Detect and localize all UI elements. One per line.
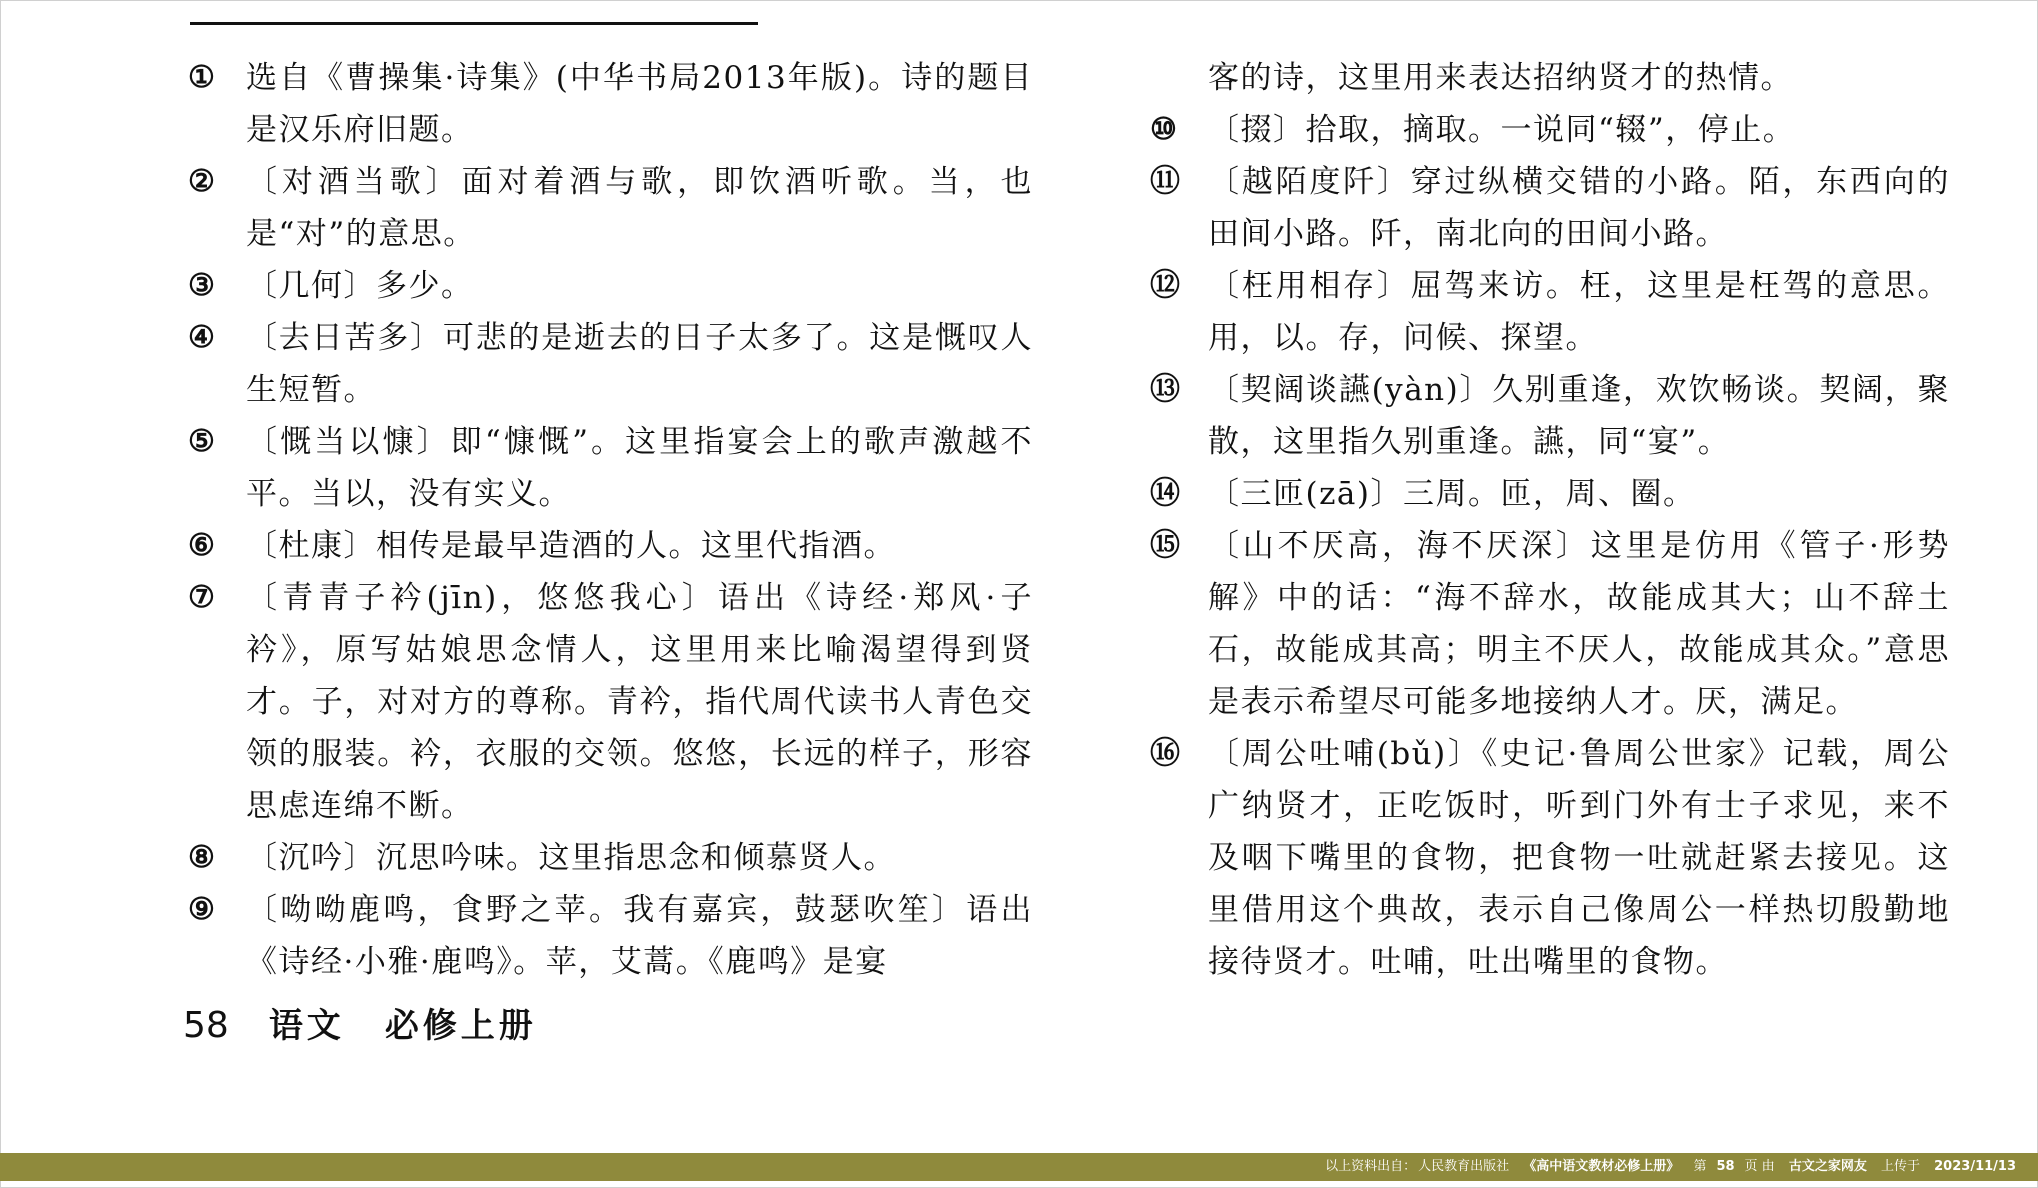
footnote-number: ⑧ [188,840,217,875]
footnote-number: ⑦ [188,580,217,615]
footnote-13 [1150,364,1950,468]
footnote-number: ③ [188,268,217,303]
footnote-number: ① [188,60,217,95]
footnote-9 [188,884,1033,988]
book-name: 语文 [268,1006,345,1046]
footnote-number: ⑫ [1150,268,1182,303]
footnote-text: 〔三匝(zā)〕三周。匝，周、圈。 [1208,476,1696,512]
source-attribution-bar [0,1153,2038,1181]
source-page-label: 第 [1693,1159,1707,1174]
source-prefix: 以上资料出自： [1325,1159,1417,1174]
footnote-number: ② [188,164,217,199]
footnote-number: ⑨ [188,892,217,927]
footnotes-left-column [188,52,1033,988]
footnote-text: 〔越陌度阡〕穿过纵横交错的小路。陌，东西向的田间小路。阡，南北向的田间小路。 [1208,164,1950,252]
footnote-text: 〔枉用相存〕屈驾来访。枉，这里是枉驾的意思。用，以。存，问候、探望。 [1208,268,1950,356]
footnote-text: 〔山不厌高，海不厌深〕这里是仿用《管子·形势解》中的话：“海不辞水，故能成其大；山不辞土石，故能成其高；明主不厌人，故能成其众。”意思是表示希望尽可能多地接纳人才。厌，满足。 [1208,528,1950,720]
footnote-10 [1150,104,1950,156]
source-uploaded-label: 上传于 [1880,1159,1920,1174]
footnote-number: ⑤ [188,424,217,459]
footnote-text: 〔周公吐哺(bǔ)〕《史记·鲁周公世家》记载，周公广纳贤才，正吃饭时，听到门外有士子求见，来不及咽下嘴里的食物，把食物一吐就赶紧去接见。这里借用这个典故，表示自己像周公一样热切殷勤地接待贤才。吐哺，吐出嘴里的食物。 [1208,736,1950,980]
source-page: 58 [1716,1159,1735,1174]
footnote-9-continuation: 客的诗，这里用来表达招纳贤才的热情。 [1208,60,1793,96]
footnote-14 [1150,468,1950,520]
footnote-16 [1150,728,1950,988]
footnote-2 [188,156,1033,260]
footnote-4 [188,312,1033,416]
footnote-7 [188,572,1033,832]
footnote-text: 〔去日苦多〕可悲的是逝去的日子太多了。这是慨叹人生短暂。 [246,320,1033,408]
footnote-15 [1150,520,1950,728]
footnote-text: 选自《曹操集·诗集》(中华书局2013年版)。诗的题目是汉乐府旧题。 [246,60,1033,148]
page-number: 58 [183,1005,229,1046]
footnote-number: ⑥ [188,528,217,563]
footnotes-right-column [1150,52,1950,988]
footnote-8 [188,832,1033,884]
footnote-text: 〔契阔谈讌(yàn)〕久别重逢，欢饮畅谈。契阔，聚散，这里指久别重逢。讌，同“宴”。 [1208,372,1950,460]
footnote-number: ⑬ [1150,372,1182,407]
page-footer [183,1000,537,1052]
footnote-text: 〔青青子衿(jīn)，悠悠我心〕语出《诗经·郑风·子衿》，原写姑娘思念情人，这里用来比喻渴望得到贤才。子，对对方的尊称。青衿，指代周代读书人青色交领的服装。衿，衣服的交领。悠悠，长远的样子，形容思虑连绵不断。 [246,580,1033,824]
book-volume: 必修上册 [384,1006,537,1046]
footnote-number: ⑮ [1150,528,1182,563]
footnote-number: ⑪ [1150,164,1182,199]
footnote-text: 〔呦呦鹿鸣，食野之苹。我有嘉宾，鼓瑟吹笙〕语出《诗经·小雅·鹿鸣》。苹，艾蒿。《鹿鸣》是宴 [246,892,1033,980]
source-date: 2023/11/13 [1934,1159,2016,1174]
footnote-11 [1150,156,1950,260]
footnote-number: ⑯ [1150,736,1182,771]
footnote-5 [188,416,1033,520]
footnote-number: ④ [188,320,217,355]
footnote-text: 〔掇〕拾取，摘取。一说同“辍”，停止。 [1208,112,1796,148]
footnote-text: 〔几何〕多少。 [246,268,474,304]
footnote-number: ⑭ [1150,476,1182,511]
footnote-text: 〔慨当以慷〕即“慷慨”。这里指宴会上的歌声激越不平。当以，没有实义。 [246,424,1033,512]
source-uploader: 古文之家网友 [1788,1159,1867,1174]
source-book: 《高中语文教材必修上册》 [1523,1159,1680,1174]
source-page-label-after: 页 由 [1744,1159,1775,1174]
footnote-1 [188,52,1033,156]
footnote-text: 〔沉吟〕沉思吟味。这里指思念和倾慕贤人。 [246,840,896,876]
source-publisher: 人民教育出版社 [1418,1159,1510,1174]
footnote-3 [188,260,1033,312]
footnote-text: 〔对酒当歌〕面对着酒与歌，即饮酒听歌。当，也是“对”的意思。 [246,164,1033,252]
footnote-6 [188,520,1033,572]
footnote-rule [190,22,758,25]
footnote-number: ⑩ [1150,112,1179,147]
footnote-text: 〔杜康〕相传是最早造酒的人。这里代指酒。 [246,528,896,564]
footnote-12 [1150,260,1950,364]
